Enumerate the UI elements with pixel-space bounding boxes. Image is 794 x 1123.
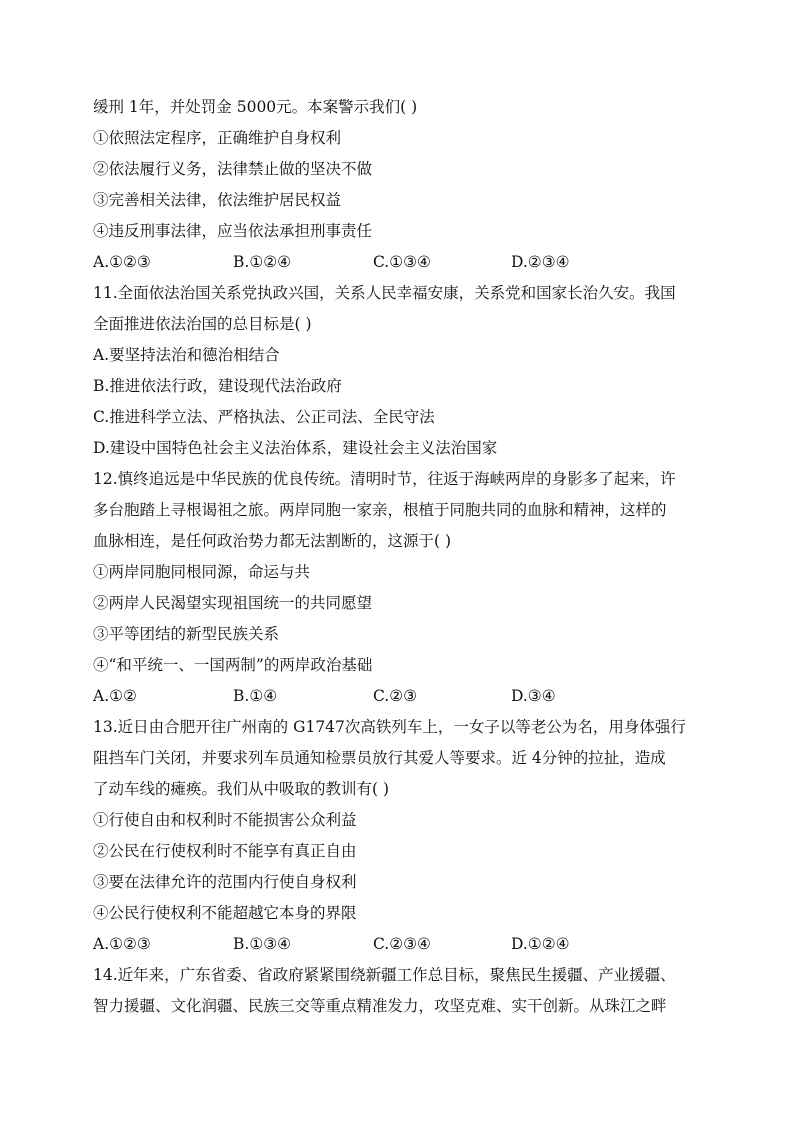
option-a: A.①② bbox=[93, 687, 137, 705]
question-11-stem: 11.全面依法治国关系党执政兴国，关系人民幸福安康，关系党和国家长治久安。我国 bbox=[93, 284, 676, 302]
statement-4: ④违反刑事法律，应当依法承担刑事责任 bbox=[93, 222, 373, 240]
answer-options-q13 bbox=[93, 929, 713, 960]
option-d: D.①②④ bbox=[511, 935, 570, 953]
question-12-stem: 12.慎终追远是中华民族的优良传统。清明时节，往返于海峡两岸的身影多了起来，许 bbox=[93, 470, 676, 488]
option-b: B.①④ bbox=[233, 687, 278, 705]
statement-1: ①两岸同胞同根同源，命运与共 bbox=[93, 563, 311, 581]
question-13-stem: 13.近日由合肥开往广州南的 G1747次高铁列车上，一女子以等老公为名，用身体强行 bbox=[93, 718, 686, 736]
text-line: 缓刑 1年，并处罚金 5000元。本案警示我们( ) bbox=[93, 98, 418, 116]
statement-2: ②依法履行义务，法律禁止做的坚决不做 bbox=[93, 160, 373, 178]
question-11-stem-cont: 全面推进依法治国的总目标是( ) bbox=[93, 315, 312, 333]
answer-options-q10 bbox=[93, 247, 713, 278]
option-b: B.①③④ bbox=[233, 935, 292, 953]
option-d: D.建设中国特色社会主义法治体系，建设社会主义法治国家 bbox=[93, 439, 498, 457]
option-c: C.②③ bbox=[373, 687, 418, 705]
statement-2: ②两岸人民渴望实现祖国统一的共同愿望 bbox=[93, 594, 373, 612]
statement-4: ④“和平统一、一国两制”的两岸政治基础 bbox=[93, 656, 373, 674]
answer-options-q12 bbox=[93, 681, 713, 712]
option-d: D.②③④ bbox=[511, 253, 570, 271]
option-a: A.①②③ bbox=[93, 253, 151, 271]
option-c: C.①③④ bbox=[373, 253, 431, 271]
statement-1: ①行使自由和权利时不能损害公众利益 bbox=[93, 811, 357, 829]
question-14-stem-cont: 智力援疆、文化润疆、民族三交等重点精准发力，攻坚克难、实干创新。从珠江之畔 bbox=[93, 997, 667, 1015]
question-13-stem-cont: 了动车线的瘫痪。我们从中吸取的教训有( ) bbox=[93, 780, 390, 798]
statement-3: ③要在法律允许的范围内行使自身权利 bbox=[93, 873, 357, 891]
option-a: A.要坚持法治和德治相结合 bbox=[93, 346, 280, 364]
option-a: A.①②③ bbox=[93, 935, 151, 953]
statement-4: ④公民行使权利不能超越它本身的界限 bbox=[93, 904, 357, 922]
statement-3: ③完善相关法律，依法维护居民权益 bbox=[93, 191, 342, 209]
statement-2: ②公民在行使权利时不能享有真正自由 bbox=[93, 842, 357, 860]
question-13-stem-cont: 阻挡车门关闭，并要求列车员通知检票员放行其爱人等要求。近 4分钟的拉扯，造成 bbox=[93, 749, 666, 767]
statement-1: ①依照法定程序，正确维护自身权利 bbox=[93, 129, 342, 147]
option-b: B.推进依法行政，建设现代法治政府 bbox=[93, 377, 342, 395]
option-c: C.②③④ bbox=[373, 935, 431, 953]
option-d: D.③④ bbox=[511, 687, 556, 705]
question-14-stem: 14.近年来，广东省委、省政府紧紧围绕新疆工作总目标，聚焦民生援疆、产业援疆、 bbox=[93, 966, 676, 984]
question-12-stem-cont: 血脉相连，是任何政治势力都无法割断的，这源于( ) bbox=[93, 532, 452, 550]
statement-3: ③平等团结的新型民族关系 bbox=[93, 625, 280, 643]
option-c: C.推进科学立法、严格执法、公正司法、全民守法 bbox=[93, 408, 435, 426]
option-b: B.①②④ bbox=[233, 253, 292, 271]
question-12-stem-cont: 多台胞踏上寻根谒祖之旅。两岸同胞一家亲，根植于同胞共同的血脉和精神，这样的 bbox=[93, 501, 667, 519]
